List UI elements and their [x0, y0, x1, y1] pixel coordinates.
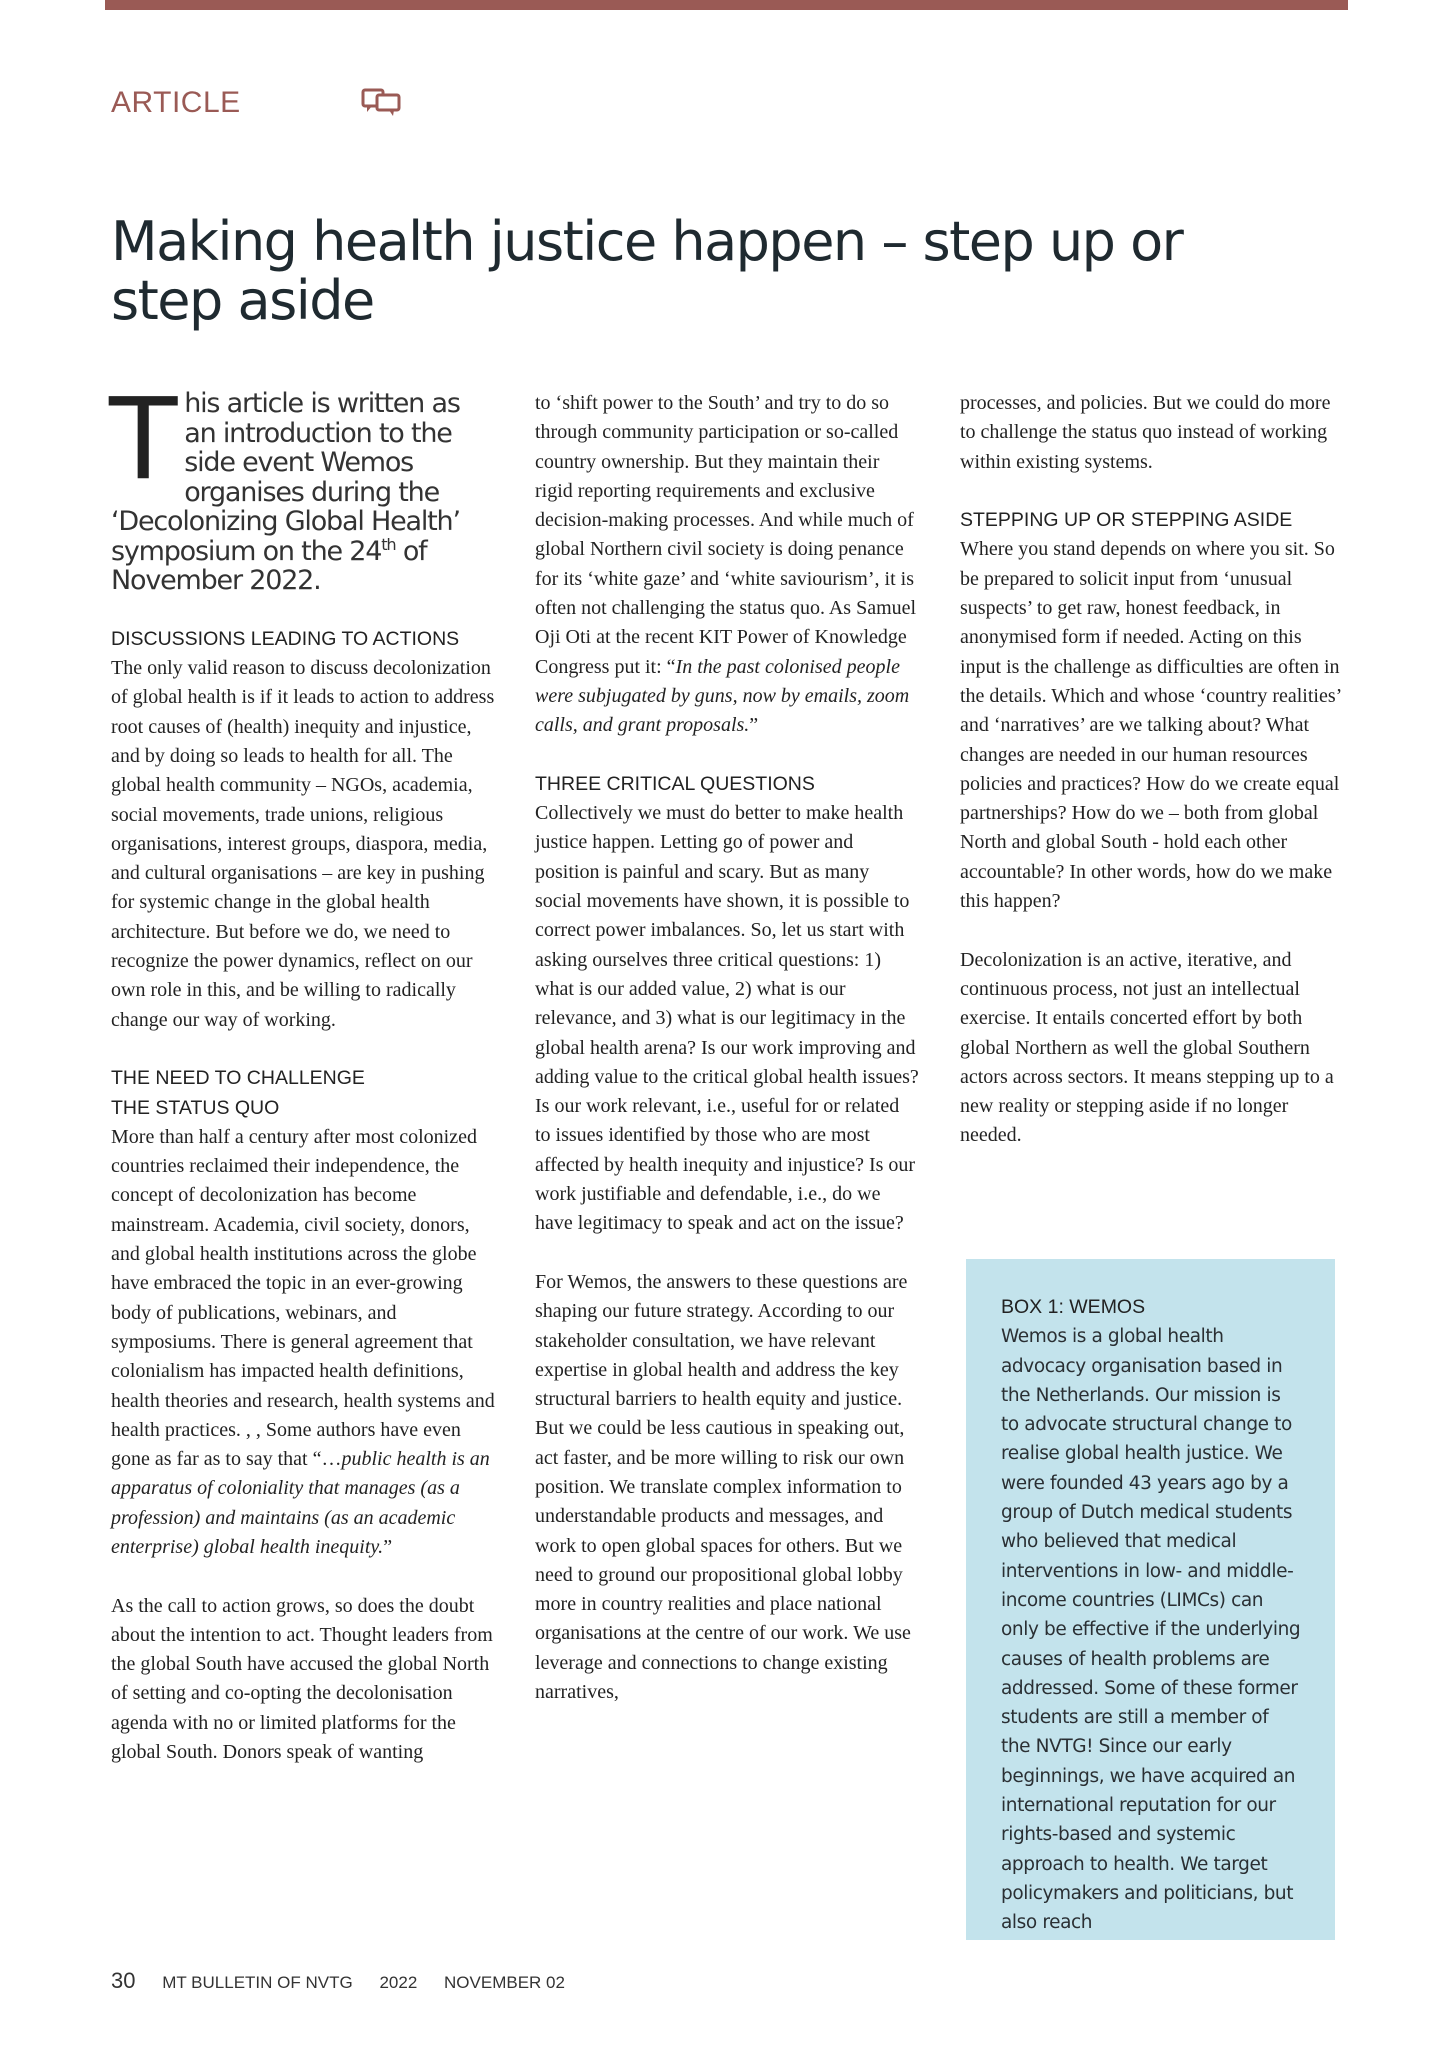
year: 2022: [379, 1973, 418, 1992]
heading-questions: THREE CRITICAL QUESTIONS: [535, 772, 815, 795]
paragraph: Collectively we must do better to make health justice happen. Letting go of power and position is painful and scary. But as many social movements have shown, it is possible to correct power imbalances. So, let us start with asking ourselves three critical questions: 1) what is our added value, 2) what is our relevance, and 3) what is our legitimacy in the global health arena? Is our work improving and adding value to the critical global health issues? Is our work relevant, i.e., useful for or related to issues identified by those who are most affected by health inequity and injustice? Is our work justifiable and defendable, i.e., do we have legitimacy to speak and act on the issue?: [535, 802, 919, 1235]
paragraph: Where you stand depends on where you sit. So be prepared to solicit input from ‘unusual suspects’ to get raw, honest feedback, in anonymised form if needed. Acting on this input is the challenge as difficulties are often in the details. Which and whose ‘country realities’ and ‘narratives’ are we talking about? What changes are needed in our human resources policies and practices? How do we create equal partnerships? How do we – both from global North and global South - hold each other accountable? In other words, how do we make this happen?: [960, 538, 1341, 913]
paragraph: Decolonization is an active, iterative, and continuous process, not just an intellectual exercise. It entails concerted effort by both global Northern as well the global Southern actors across sectors. It means stepping up to a new reality or stepping aside if no longer needed.: [960, 948, 1334, 1147]
article-title: Making health justice happen – step up or step aside: [111, 210, 1183, 332]
heading-stepping: STEPPING UP OR STEPPING ASIDE: [960, 509, 1293, 532]
chat-bubbles-icon: [361, 88, 403, 118]
heading-challenge: THE NEED TO CHALLENGE: [111, 1067, 365, 1090]
issue: NOVEMBER 02: [444, 1973, 565, 1992]
column-3: [960, 389, 1344, 1180]
heading-challenge-2: THE STATUS QUO: [111, 1096, 280, 1119]
paragraph: to ‘shift power to the South’ and try to do so through community participation or so-called country ownership. But they maintain their rigid reporting requirements and exclusive decision-making processes. And while much of global Northern civil society is doing penance for its ‘white gaze’ and ‘white saviourism’, it is often not challenging the status quo. As Samuel Oji Oti at the recent KIT Power of Knowledge Congress put it: “In the past colonised people were subjugated by guns, now by emails, zoom calls, and grant proposals.”: [535, 392, 917, 737]
column-2: [535, 389, 919, 1737]
paragraph: processes, and policies. But we could do more to challenge the status quo instead of working within existing systems.: [960, 392, 1331, 473]
page-footer: [111, 1968, 587, 1994]
page-number: 30: [111, 1968, 136, 1993]
paragraph: As the call to action grows, so does the doubt about the intention to act. Thought leaders from the global South have accused the global North of setting and co-opting the decolonisation agenda with no or limited platforms for the global South. Donors speak of wanting: [111, 1594, 493, 1764]
box-title: BOX 1: WEMOS: [1001, 1296, 1146, 1318]
heading-discussions: DISCUSSIONS LEADING TO ACTIONS: [111, 627, 460, 650]
drop-cap: T: [109, 375, 177, 505]
box-text: Wemos is a global health advocacy organisation based in the Netherlands. Our mission is to advocate structural change to realise global health justice. We were founded 43 years ago by a group of Dutch medical students who believed that medical interventions in low- and middle-income countries (LIMCs) can only be effective if the underlying causes of health problems are addressed. Some of these former students are still a member of the NVTG! Since our early beginnings, we have acquired an international reputation for our rights-based and systemic approach to health. We target policymakers and politicians, but also reach: [1001, 1326, 1301, 1934]
section-label: ARTICLE: [111, 86, 241, 119]
publication-name: MT BULLETIN OF NVTG: [162, 1973, 353, 1992]
column-1: [109, 375, 495, 1797]
intro-paragraph: This article is written as an introduction to the side event Wemos organises during the ‘Decolonizing Global Health’ symposium on the 24th of November 2022.: [109, 375, 460, 596]
sidebar-box-wemos: [966, 1259, 1335, 1940]
paragraph: For Wemos, the answers to these questions are shaping our future strategy. According to our stakeholder consultation, we have relevant expertise in global health and address the key structural barriers to health equity and justice. But we could be less cautious in speaking out, act faster, and be more willing to risk our own position. We translate complex information to understandable products and messages, and work to open global spaces for others. But we need to ground our propositional global lobby more in country realities and place national organisations at the centre of our work. We use leverage and connections to change existing narratives,: [535, 1270, 911, 1704]
top-accent-bar: [105, 0, 1348, 10]
paragraph: More than half a century after most colonized countries reclaimed their independence, the concept of decolonization has become mainstream. Academia, civil society, donors, and global health institutions across the globe have embraced the topic in an ever-growing body of publications, webinars, and symposiums. There is general agreement that colonialism has impacted health definitions, health theories and research, health systems and health practices. , , Some authors have even gone as far as to say that “…public health is an apparatus of coloniality that manages (as a profession) and maintains (as an academic enterprise) global health inequity.”: [111, 1125, 495, 1558]
paragraph: The only valid reason to discuss decolonization of global health is if it leads to action to address root causes of (health) inequity and injustice, and by doing so leads to health for all. The global health community – NGOs, academia, social movements, trade unions, religious organisations, interest groups, diaspora, media, and cultural organisations – are key in pushing for systemic change in the global health architecture. But before we do, we need to recognize the power dynamics, reflect on our own role in this, and be willing to radically change our way of working.: [111, 657, 495, 1031]
